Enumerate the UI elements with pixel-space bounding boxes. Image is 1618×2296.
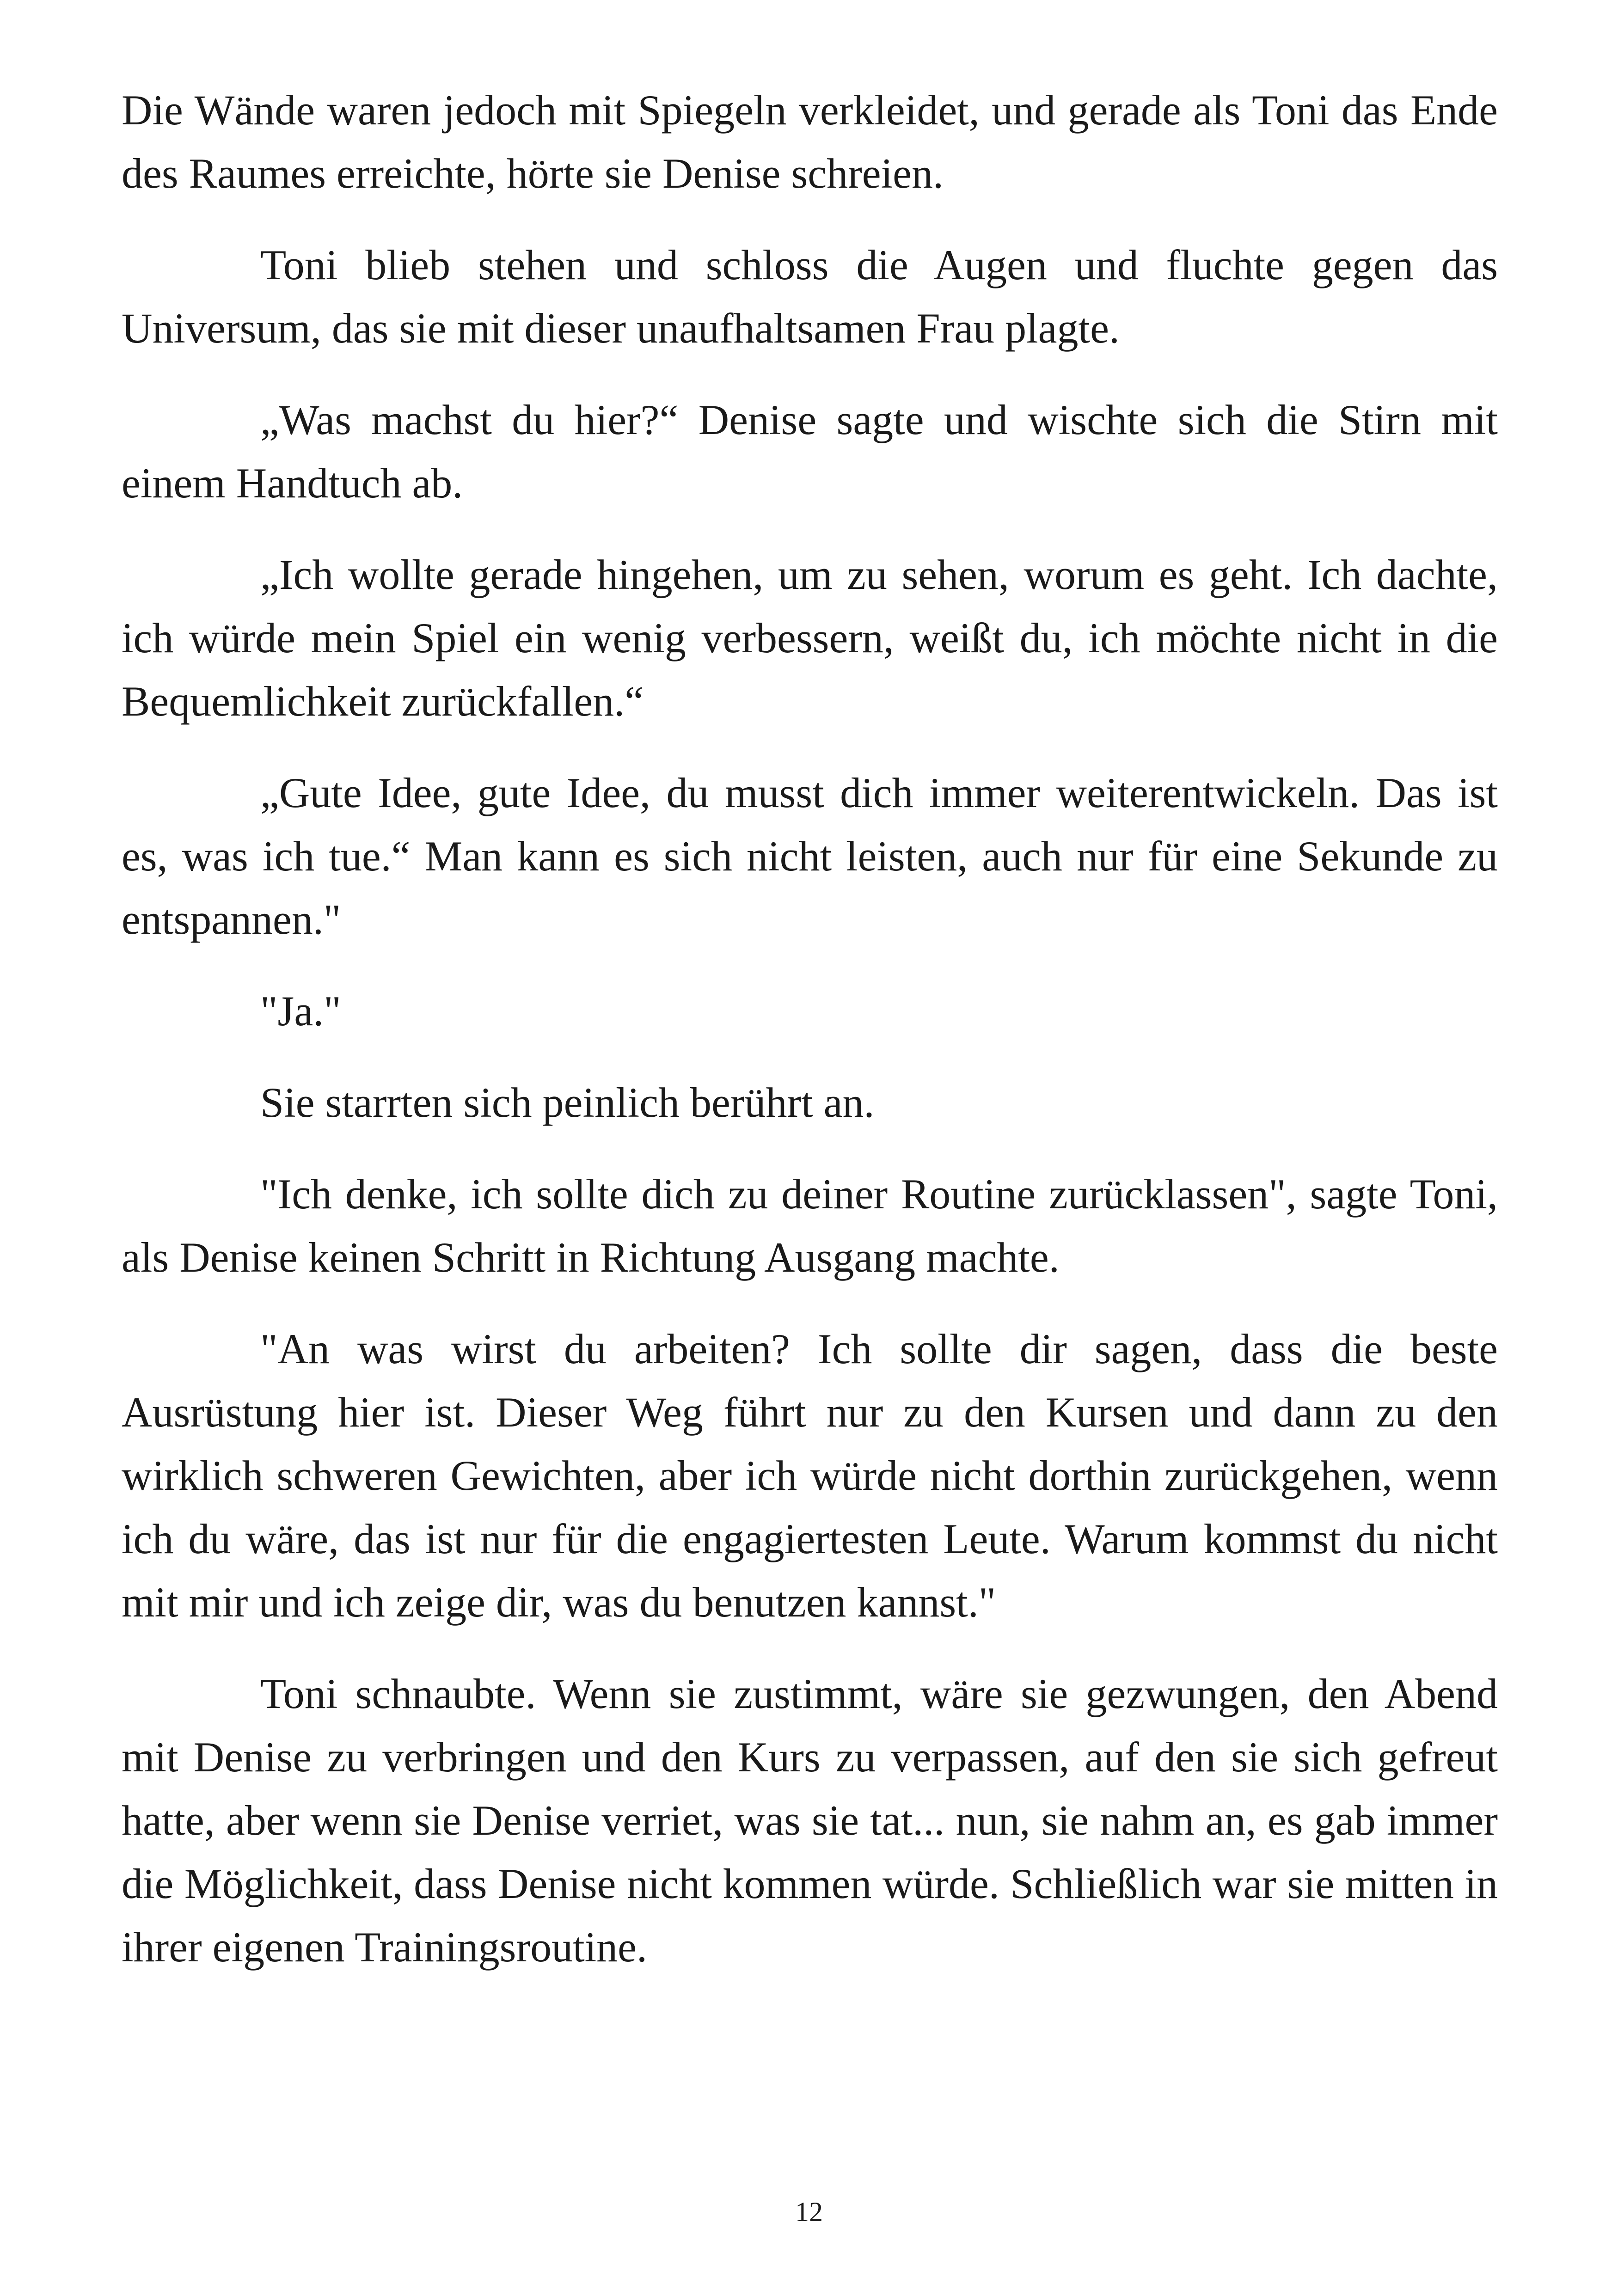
paragraph-3: „Was machst du hier?“ Denise sagte und wischte sich die Stirn mit einem Handtuch ab.: [122, 396, 1498, 507]
paragraph-10: Toni schnaubte. Wenn sie zustimmt, wäre sie gezwungen, den Abend mit Denise zu verbringen und den Kurs zu verpassen, auf den sie sich gefreut hatte, aber wenn sie Denise verriet, was sie tat... nun, sie nahm an, es gab immer die Möglichkeit, dass Denise nicht kommen würde. Schließlich war sie mitten in ihrer eigenen Trainingsroutine.: [122, 1670, 1498, 1971]
page-body: [122, 79, 1498, 2007]
paragraph-6: "Ja.": [260, 987, 341, 1035]
paragraph-2: Toni blieb stehen und schloss die Augen und fluchte gegen das Universum, das sie mit dieser unaufhaltsamen Frau plagte.: [122, 241, 1498, 352]
paragraph-9: "An was wirst du arbeiten? Ich sollte dir sagen, dass die beste Ausrüstung hier ist. Dieser Weg führt nur zu den Kursen und dann zu den wirklich schweren Gewichten, aber ich würde nicht dorthin zurückgehen, wenn ich du wäre, das ist nur für die engagiertesten Leute. Warum kommst du nicht mit mir und ich zeige dir, was du benutzen kannst.": [122, 1325, 1498, 1626]
paragraph-5: „Gute Idee, gute Idee, du musst dich immer weiterentwickeln. Das ist es, was ich tue.“ Man kann es sich nicht leisten, auch nur für eine Sekunde zu entspannen.": [122, 769, 1498, 943]
page-number: 12: [795, 2197, 823, 2227]
paragraph-8: "Ich denke, ich sollte dich zu deiner Routine zurücklassen", sagte Toni, als Denise keinen Schritt in Richtung Ausgang machte.: [122, 1170, 1498, 1281]
paragraph-4: „Ich wollte gerade hingehen, um zu sehen, worum es geht. Ich dachte, ich würde mein Spiel ein wenig verbessern, weißt du, ich möchte nicht in die Bequemlichkeit zurückfallen.“: [122, 551, 1498, 725]
paragraph-1: Die Wände waren jedoch mit Spiegeln verkleidet, und gerade als Toni das Ende des Raumes erreichte, hörte sie Denise schreien.: [122, 86, 1498, 197]
paragraph-7: Sie starrten sich peinlich berührt an.: [260, 1079, 875, 1126]
